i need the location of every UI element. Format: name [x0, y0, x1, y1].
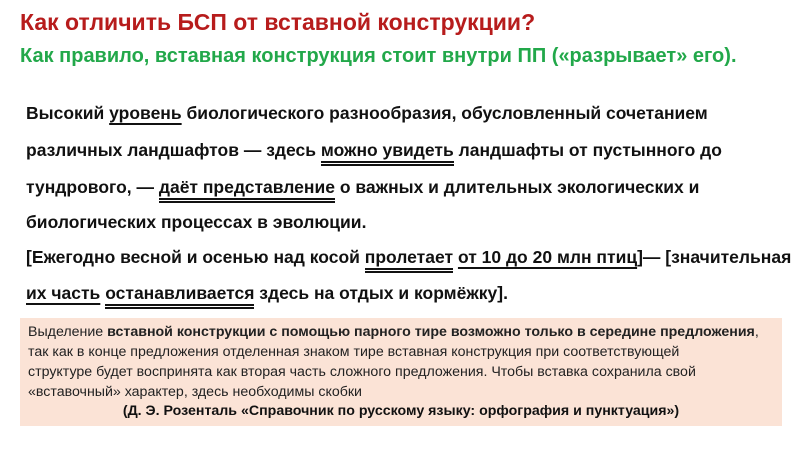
slide-title: Как отличить БСП от вставной конструкции?: [20, 9, 536, 35]
example-line-3: [26, 177, 699, 198]
predicate-word: останавливается: [105, 283, 254, 309]
predicate-phrase: даёт представление: [159, 177, 335, 203]
citation: (Д. Э. Розенталь «Справочник по русскому языку: орфография и пунктуация»): [122, 403, 680, 419]
predicate-word: пролетает: [365, 247, 453, 273]
text-segment: биологического разнообразия, обусловленный сочетанием: [181, 103, 708, 123]
rule-note-box: [20, 318, 782, 426]
text-segment: ]— [значительная: [637, 247, 792, 267]
text-segment: Высокий: [26, 103, 110, 123]
example-line-5: [26, 247, 791, 268]
note-line-1: [28, 324, 759, 340]
subject-phrase: от 10 до 20 млн птиц: [457, 247, 638, 267]
slide-subtitle: Как правило, вставная конструкция стоит внутри ПП («разрывает» его).: [20, 45, 737, 67]
text-segment: [Ежегодно весной и осенью над косой: [26, 247, 365, 267]
example-line-4: [26, 212, 366, 233]
example-line-1: [26, 103, 708, 124]
text-segment: биологических процессах в эволюции.: [26, 212, 367, 232]
subject-phrase: их часть: [26, 283, 101, 303]
example-line-6: [26, 283, 508, 304]
text-segment: ландшафты от пустынного до: [453, 140, 722, 160]
note-line-4: «вставочный» характер, здесь необходимы скобки: [28, 384, 362, 400]
example-line-2: [26, 140, 722, 161]
note-line-3: структуре будет воспринята как вторая часть сложного предложения. Чтобы вставка сохранила свой: [28, 364, 696, 380]
text-segment: Выделение: [28, 324, 108, 340]
text-segment: о важных и длительных экологических и: [334, 177, 700, 197]
text-segment: тундрового, —: [26, 177, 159, 197]
text-segment: различных ландшафтов — здесь: [26, 140, 321, 160]
emphasis: вставной конструкции с помощью парного тире возможно только в середине предложения: [107, 324, 755, 340]
predicate-phrase: можно увидеть: [321, 140, 454, 166]
subject-word: уровень: [109, 103, 182, 123]
text-segment: здесь на отдых и кормёжку].: [254, 283, 508, 303]
text-segment: ,: [754, 324, 759, 340]
note-line-2: так как в конце предложения отделенная знаком тире вставная конструкция при соответствующей: [28, 344, 680, 360]
